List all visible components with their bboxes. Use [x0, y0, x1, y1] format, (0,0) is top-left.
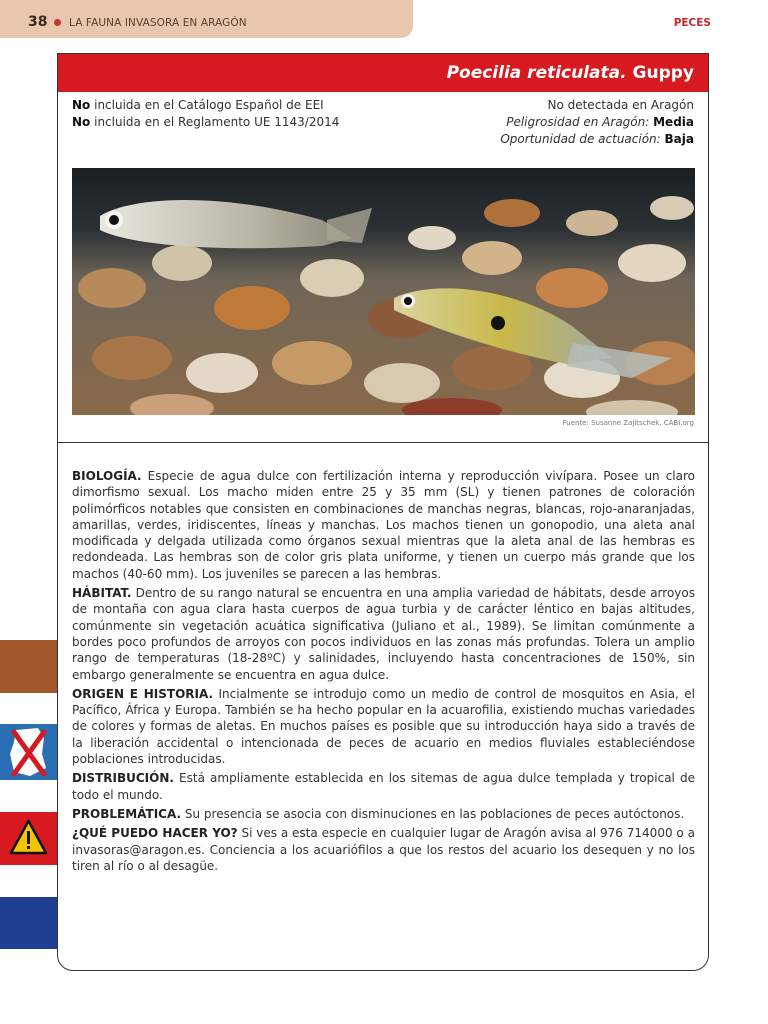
action-paragraph: [72, 825, 695, 874]
side-tab-warning: [0, 812, 57, 865]
regional-status: [500, 97, 694, 148]
legal-status: [72, 97, 339, 131]
side-tab-brown: [0, 640, 57, 693]
habitat-paragraph: [72, 585, 695, 683]
catalog-text: incluida en el Catálogo Español de EEI: [90, 98, 324, 112]
habitat-heading: HÁBITAT.: [72, 586, 132, 601]
section-label: PECES: [673, 17, 711, 29]
page-number: 38: [28, 14, 48, 30]
biology-text: Especie de agua dulce con fertilización interna y reproducción vivípara. Posee un claro dimorfismo sexual. Los macho miden entre 25 y 35 mm (SL) y tienen patrones de coloración polimórficos notables que consisten en combinaciones de manchas negras, blancas, rojo-anaranjadas, amarillas, verdes, iridiscentes, líneas y manchas. Los machos tienen un gonopodio, una aleta anal modificada y delgada utilizada como órganos sexual mientras que la aleta anal de las hembras es redondeada. Las hembras son de color gris plata uniforme, y tienen un cuerpo más grande que los machos (40-60 mm). Los juveniles se parecen a las hembras.: [72, 469, 695, 581]
distribution-paragraph: [72, 770, 695, 803]
catalog-prefix: No: [72, 98, 91, 112]
distribution-text: Está ampliamente establecida en los sitemas de agua dulce templada y tropical de todo el mundo.: [72, 771, 695, 802]
side-tab-map: [0, 724, 57, 780]
detection-status: No detectada en Aragón: [547, 98, 694, 112]
biology-paragraph: [72, 468, 695, 582]
origin-heading: ORIGEN E HISTORIA.: [72, 686, 214, 701]
origin-paragraph: [72, 686, 695, 767]
species-description: [72, 468, 695, 877]
species-card: [57, 53, 709, 971]
action-label: Oportunidad de actuación:: [500, 132, 661, 146]
danger-label: Peligrosidad en Aragón:: [506, 115, 650, 129]
side-tab-blue: [0, 897, 57, 949]
origin-text: Incialmente se introdujo como un medio de control de mosquitos en Asia, el Pacífico, África y Europa. También se ha hecho popular en la acuarofilia, existiendo muchas variedades de colores y formas de aletas. En muchos países es posible que su introducción haya sido a través de la liberación accidental o intencionada de peces de acuario en medios fluviales estableciéndose poblaciones introducidas.: [72, 686, 695, 767]
scientific-name: Poecilia reticulata.: [446, 63, 627, 83]
title-bar: [58, 54, 708, 92]
problem-heading: PROBLEMÁTICA.: [72, 806, 182, 821]
guppy-photo: [72, 168, 695, 415]
photo-credit: Fuente: Susanne Zajitschek, CABI.org: [562, 419, 694, 427]
problem-paragraph: [72, 806, 695, 822]
action-text: Si ves a esta especie en cualquier lugar de Aragón avisa al 976 714000 o a invasoras@aragon.es. Conciencia a los acuariófilos a que los restos del acuario los desequen y no los tiren al río o al desagüe.: [72, 826, 695, 873]
action-value: Baja: [664, 132, 694, 146]
habitat-text: Dentro de su rango natural se encuentra en una amplia variedad de hábitats, desde arroyos de montaña con agua clara hasta cuerpos de agua turbia y de carácter léntico en bajas altitudes, comúnmente sin vegetación acuática significativa (Juliano et al., 1989). Se limitan comúnmente a bordes poco profundos de arroyos con pocos individuos en las zonas más profundas. Tolera un amplio rango de temperaturas (18-28ºC) y salinidades, incluyendo hasta concentraciones de 150%, sin embargo generalmente se encuentra en agua dulce.: [72, 586, 695, 682]
common-name: Guppy: [632, 63, 694, 83]
bullet-dot: [54, 19, 61, 26]
danger-value: Media: [653, 115, 694, 129]
section-divider: [58, 442, 708, 443]
regulation-prefix: No: [72, 115, 91, 129]
crossed-map-icon: [0, 724, 57, 780]
problem-text: Su presencia se asocia con disminuciones en las poblaciones de peces autóctonos.: [181, 806, 685, 821]
regulation-text: incluida en el Reglamento UE 1143/2014: [90, 115, 340, 129]
biology-heading: BIOLOGÍA.: [72, 469, 142, 483]
distribution-heading: DISTRIBUCIÓN.: [72, 771, 174, 786]
action-heading: ¿QUÉ PUEDO HACER YO?: [72, 826, 238, 841]
warning-icon: [0, 812, 57, 865]
species-title: [447, 63, 694, 83]
running-title: LA FAUNA INVASORA EN ARAGÓN: [69, 17, 247, 29]
